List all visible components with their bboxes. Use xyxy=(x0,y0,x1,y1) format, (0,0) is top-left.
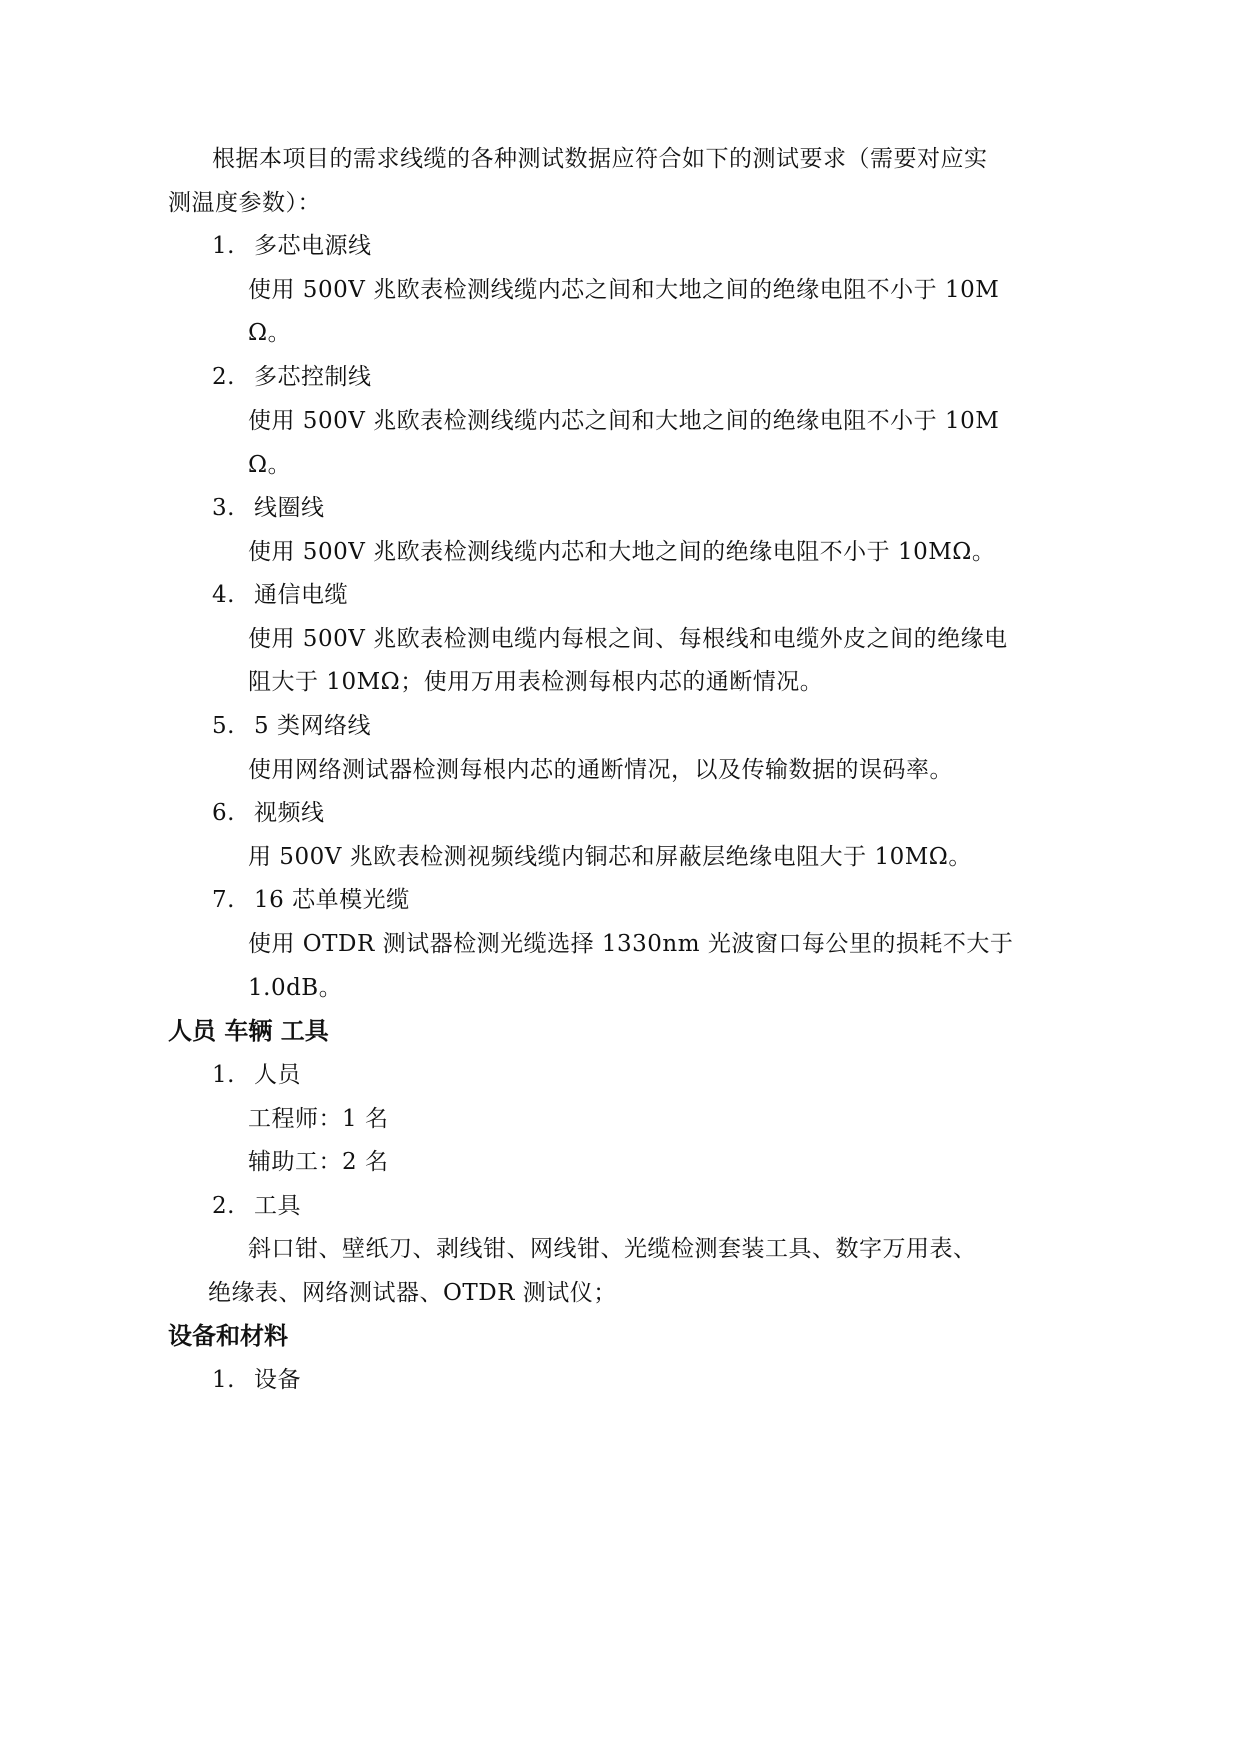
list-item-title xyxy=(212,359,372,395)
list-item-number: 2. xyxy=(212,364,235,390)
list-item-desc: 使用 500V 兆欧表检测线缆内芯之间和大地之间的绝缘电阻不小于 10M xyxy=(248,277,1000,303)
list-item-desc: 1.0dB。 xyxy=(248,975,343,1001)
list-item-number: 3. xyxy=(212,495,235,521)
list-item-desc: 绝缘表、网络测试器、OTDR 测试仪； xyxy=(208,1280,617,1306)
list-item-label: 通信电缆 xyxy=(254,582,348,608)
list-item-desc: 使用 500V 兆欧表检测电缆内每根之间、每根线和电缆外皮之间的绝缘电 xyxy=(248,626,1008,652)
list-item-number: 5. xyxy=(212,713,235,739)
list-item-label: 5 类网络线 xyxy=(254,713,371,739)
list-item-number: 1. xyxy=(212,233,235,259)
list-item-label: 16 芯单模光缆 xyxy=(254,887,410,913)
list-item-desc: 工程师：1 名 xyxy=(248,1106,389,1132)
list-item-desc: 阻大于 10MΩ；使用万用表检测每根内芯的通断情况。 xyxy=(248,669,824,695)
section-heading-equipment: 设备和材料 xyxy=(168,1322,288,1350)
list-item-desc: 用 500V 兆欧表检测视频线缆内铜芯和屏蔽层绝缘电阻大于 10MΩ。 xyxy=(248,844,972,870)
intro-line-2: 测温度参数）： xyxy=(168,190,321,216)
section-heading-personnel: 人员 车辆 工具 xyxy=(168,1017,329,1045)
list-item-title xyxy=(212,1362,301,1398)
list-item-title xyxy=(212,228,372,264)
list-item-title xyxy=(212,882,410,918)
list-item-title xyxy=(212,795,325,831)
list-item-desc: 斜口钳、壁纸刀、剥线钳、网线钳、光缆检测套装工具、数字万用表、 xyxy=(248,1236,977,1262)
list-item-number: 4. xyxy=(212,582,235,608)
list-item-title xyxy=(212,708,371,744)
list-item-label: 视频线 xyxy=(254,800,325,826)
list-item-number: 1. xyxy=(212,1367,235,1393)
list-item-number: 2. xyxy=(212,1193,235,1219)
list-item-number: 6. xyxy=(212,800,235,826)
list-item-desc: 辅助工：2 名 xyxy=(248,1149,389,1175)
list-item-label: 多芯电源线 xyxy=(254,233,372,259)
list-item-title xyxy=(212,577,348,613)
list-item-desc: 使用 500V 兆欧表检测线缆内芯之间和大地之间的绝缘电阻不小于 10M xyxy=(248,408,1000,434)
list-item-desc: 使用网络测试器检测每根内芯的通断情况，以及传输数据的误码率。 xyxy=(248,757,953,783)
list-item-desc: 使用 500V 兆欧表检测线缆内芯和大地之间的绝缘电阻不小于 10MΩ。 xyxy=(248,539,996,565)
list-item-number: 7. xyxy=(212,887,235,913)
list-item-label: 多芯控制线 xyxy=(254,364,372,390)
intro-line-1: 根据本项目的需求线缆的各种测试数据应符合如下的测试要求（需要对应实 xyxy=(212,146,988,172)
list-item-title xyxy=(212,490,325,526)
list-item-title xyxy=(212,1057,301,1093)
list-item-desc: Ω。 xyxy=(248,320,292,346)
list-item-number: 1. xyxy=(212,1062,235,1088)
list-item-desc: 使用 OTDR 测试器检测光缆选择 1330nm 光波窗口每公里的损耗不大于 xyxy=(248,931,1014,957)
list-item-label: 设备 xyxy=(254,1367,301,1393)
list-item-label: 线圈线 xyxy=(254,495,325,521)
list-item-label: 工具 xyxy=(254,1193,301,1219)
list-item-desc: Ω。 xyxy=(248,452,292,478)
list-item-label: 人员 xyxy=(254,1062,301,1088)
list-item-title xyxy=(212,1188,301,1224)
